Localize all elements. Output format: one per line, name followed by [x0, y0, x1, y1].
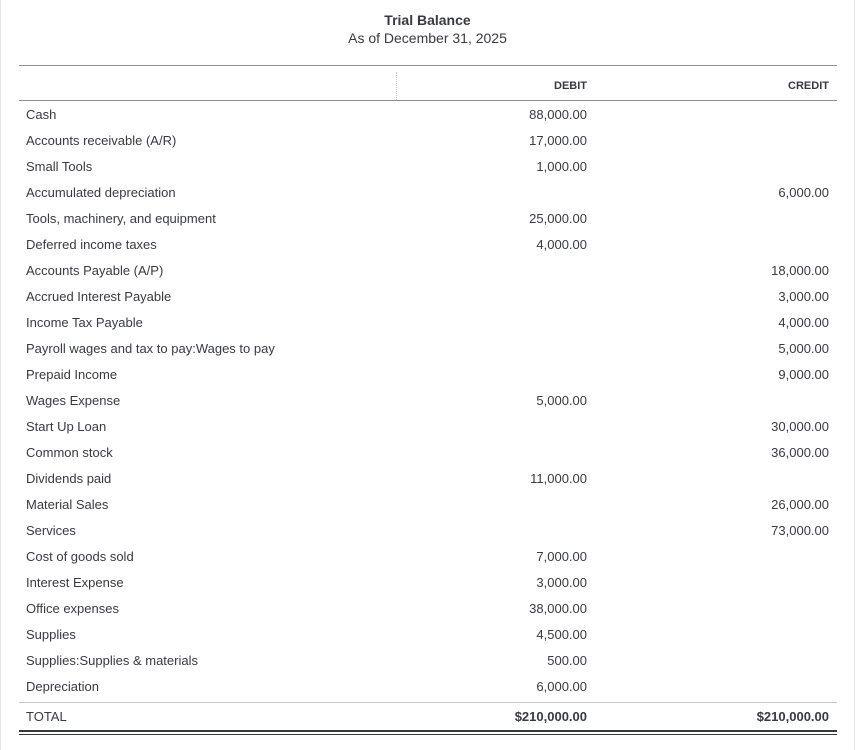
table-row — [19, 518, 837, 544]
account-name: Payroll wages and tax to pay:Wages to pay — [26, 341, 275, 356]
credit-amount[interactable]: 36,000.00 — [771, 445, 829, 460]
table-row — [19, 674, 837, 700]
account-name: Wages Expense — [26, 393, 121, 408]
table-body — [19, 101, 837, 700]
account-name: Supplies:Supplies & materials — [26, 653, 198, 668]
account-name: Dividends paid — [26, 471, 112, 486]
debit-amount[interactable]: 6,000.00 — [536, 679, 587, 694]
total-debit[interactable]: $210,000.00 — [514, 709, 587, 724]
table-row — [19, 596, 837, 622]
credit-amount[interactable]: 18,000.00 — [771, 263, 829, 278]
table-row — [19, 622, 837, 648]
debit-amount[interactable]: 5,000.00 — [536, 393, 587, 408]
table-row — [19, 180, 837, 206]
table-row — [19, 414, 837, 440]
credit-column-header[interactable]: CREDIT — [788, 80, 829, 92]
table-row — [19, 544, 837, 570]
total-credit[interactable]: $210,000.00 — [756, 709, 829, 724]
debit-amount[interactable]: 7,000.00 — [536, 549, 587, 564]
credit-amount[interactable]: 3,000.00 — [778, 289, 829, 304]
debit-amount[interactable]: 88,000.00 — [529, 107, 587, 122]
debit-amount[interactable]: 17,000.00 — [529, 133, 587, 148]
table-row — [19, 466, 837, 492]
table-row — [19, 388, 837, 414]
trial-balance-table — [19, 65, 837, 735]
debit-amount[interactable]: 11,000.00 — [530, 471, 587, 486]
account-name: Services — [26, 523, 76, 538]
credit-amount[interactable]: 9,000.00 — [778, 367, 829, 382]
account-name: Cost of goods sold — [26, 549, 134, 564]
account-name: Office expenses — [26, 601, 119, 616]
report-header — [1, 0, 854, 48]
debit-amount[interactable]: 38,000.00 — [529, 601, 587, 616]
account-name: Supplies — [26, 627, 76, 642]
table-row — [19, 310, 837, 336]
credit-amount[interactable]: 5,000.00 — [778, 341, 829, 356]
total-label: TOTAL — [26, 709, 67, 724]
table-row — [19, 284, 837, 310]
credit-amount[interactable]: 26,000.00 — [771, 497, 829, 512]
account-name: Accrued Interest Payable — [26, 289, 172, 304]
credit-amount[interactable]: 73,000.00 — [771, 523, 829, 538]
table-row — [19, 232, 837, 258]
credit-amount[interactable]: 4,000.00 — [778, 315, 829, 330]
credit-amount[interactable]: 6,000.00 — [778, 185, 829, 200]
report-title: Trial Balance — [384, 12, 471, 28]
account-name: Accumulated depreciation — [26, 185, 176, 200]
double-underline — [19, 730, 837, 735]
table-row — [19, 440, 837, 466]
account-name: Start Up Loan — [26, 419, 107, 434]
total-row — [19, 702, 837, 730]
table-row — [19, 206, 837, 232]
debit-amount[interactable]: 4,000.00 — [536, 237, 587, 252]
table-row — [19, 258, 837, 284]
table-row — [19, 492, 837, 518]
debit-amount[interactable]: 3,000.00 — [536, 575, 587, 590]
table-row — [19, 128, 837, 154]
account-name: Accounts receivable (A/R) — [26, 133, 177, 148]
account-name: Small Tools — [26, 159, 93, 174]
column-divider — [396, 72, 397, 100]
table-row — [19, 648, 837, 674]
debit-amount[interactable]: 4,500.00 — [536, 627, 587, 642]
report-subtitle: As of December 31, 2025 — [348, 30, 507, 46]
table-row — [19, 336, 837, 362]
table-row — [19, 362, 837, 388]
table-header — [19, 65, 837, 101]
account-name: Material Sales — [26, 497, 109, 512]
debit-column-header[interactable]: DEBIT — [554, 80, 587, 92]
credit-amount[interactable]: 30,000.00 — [771, 419, 829, 434]
account-name: Common stock — [26, 445, 113, 460]
debit-amount[interactable]: 25,000.00 — [529, 211, 587, 226]
account-name: Deferred income taxes — [26, 237, 157, 252]
account-name: Income Tax Payable — [26, 315, 143, 330]
table-row — [19, 154, 837, 180]
debit-amount[interactable]: 500.00 — [547, 653, 587, 668]
account-name: Tools, machinery, and equipment — [26, 211, 216, 226]
debit-amount[interactable]: 1,000.00 — [536, 159, 587, 174]
table-row — [19, 570, 837, 596]
account-name: Depreciation — [26, 679, 99, 694]
table-row — [19, 102, 837, 128]
account-name: Prepaid Income — [26, 367, 118, 382]
account-name: Interest Expense — [26, 575, 124, 590]
account-name: Accounts Payable (A/P) — [26, 263, 164, 278]
account-name: Cash — [26, 107, 57, 122]
